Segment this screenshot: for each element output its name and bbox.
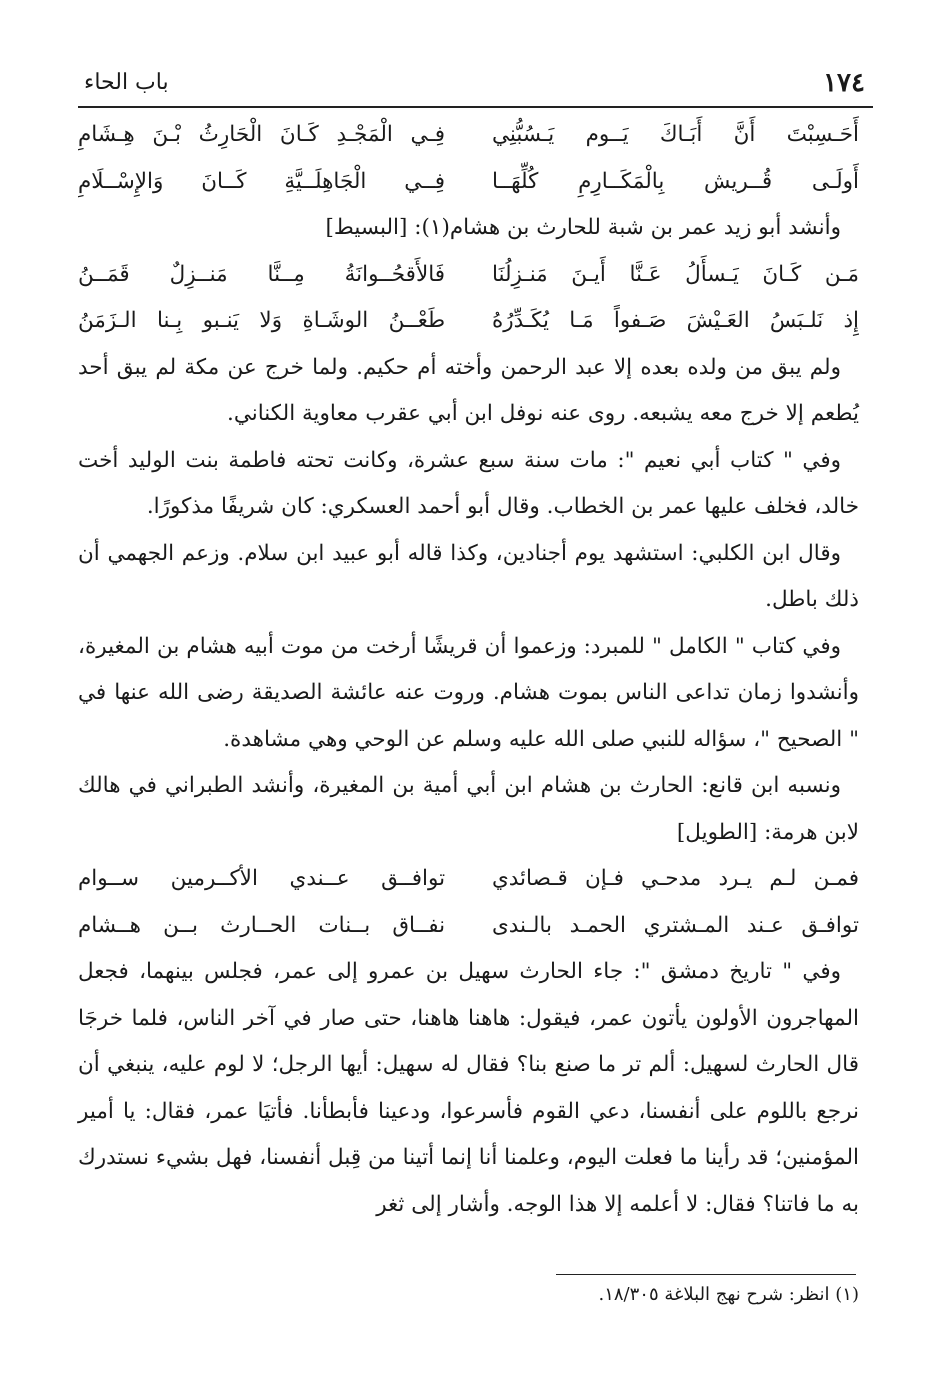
- verse-line: [78, 903, 859, 950]
- verse-line: [78, 856, 859, 903]
- verse-hemistich-left: فِـي الْمَجْـدِ كَـانَ الْحَارِثُ بْـنَ هِـشَامِ: [78, 122, 446, 147]
- verse-hemistich-left: توافــق عــندي الأكــرمين ســوام: [78, 866, 446, 891]
- paragraph: وفي " كتاب أبي نعيم ": مات سنة سبع عشرة، وكانت تحته فاطمة بنت الوليد أخت خالد، فخلف عليها عمر بن الخطاب. وقال أبو أحمد العسكري: كان شريفًا مذكورًا.: [78, 447, 859, 519]
- chapter-title: باب الحاء: [84, 70, 169, 95]
- verse-hemistich-left: طَعْــنُ الوشَـاةِ وَلا يَنـبو بِـنا الـزَمَنُ: [78, 308, 446, 333]
- main-text: [78, 112, 859, 1228]
- verse-hemistich-left: فِــي الْجَاهِلَــيَّةِ كَــانَ وَالإِسْــلَامِ: [78, 168, 446, 194]
- verse-line: [78, 252, 859, 299]
- paragraph: وأنشد أبو زيد عمر بن شبة للحارث بن هشام(١): [البسيط]: [325, 215, 841, 240]
- footnote: (١) انظر: شرح نهج البلاغة ١٨/٣٠٥.: [598, 1284, 859, 1305]
- paragraph: وقال ابن الكلبي: استشهد يوم أجنادين، وكذا قاله أبو عبيد ابن سلام. وزعم الجهمي أن ذلك باطل.: [78, 540, 859, 612]
- verse-hemistich-right: أَولَـى قُــريش بِالْمَكَــارِمِ كُلِّهَــا: [491, 168, 859, 194]
- verse-hemistich-right: إِذ نَلـبَسُ العَـيْشَ صَـفواً مَـا يُكَـدِّرُهُ: [491, 308, 859, 333]
- page-number: ١٧٤: [823, 68, 865, 98]
- verse-line: [78, 159, 859, 206]
- verse-hemistich-right: توافـق عـند المـشتري الحمـد بالـندى: [491, 912, 859, 938]
- running-header: [78, 66, 873, 108]
- paragraph: ولم يبق من ولده بعده إلا عبد الرحمن وأخته أم حكيم. ولما خرج عن مكة لم يبق أحد يُطعم إلا خرج معه يشبعه. روى عنه نوفل ابن أبي عقرب معاوية الكناني.: [78, 354, 859, 426]
- verse-line: [78, 112, 859, 159]
- footnote-separator: [556, 1274, 856, 1275]
- verse-hemistich-right: مَـن كَـانَ يَـسأَلُ عَـنَّا أَيـنَ مَنـزِلُنَا: [491, 261, 859, 287]
- verse-hemistich-right: أَحَـسِبْتَ أَنَّ أَبَـاكَ يَــوم يَـسُبُّنِي: [491, 122, 859, 147]
- paragraph: وفي كتاب " الكامل " للمبرد: وزعموا أن قريشًا أرخت من موت أبيه هشام بن المغيرة، وأنشدوا زمان تداعى الناس بموت هشام. وروت عنه عائشة الصديقة رضى الله عنها في " الصحيح "، سؤاله للنبي صلى الله عليه وسلم عن الوحي وهي مشاهدة.: [78, 633, 859, 752]
- verse-hemistich-right: فمـن لـم يـرد مدحـي فـإن قـصائدي: [491, 866, 859, 891]
- verse-hemistich-left: فَالأَقحُــوانَةُ مِــنَّا مَنــزِلٌ قَمَــنُ: [78, 261, 446, 287]
- verse-hemistich-left: نفــاق بــنات الحــارث بــن هــشام: [78, 912, 446, 938]
- paragraph: ونسبه ابن قانع: الحارث بن هشام ابن أبي أمية بن المغيرة، وأنشد الطبراني في هالك لابن هرمة: [الطويل]: [78, 773, 859, 845]
- paragraph: وفي " تاريخ دمشق ": جاء الحارث سهيل بن عمرو إلى عمر، فجلس بينهما، فجعل المهاجرون الأولون يأتون عمر، فيقول: هاهنا هاهنا، حتى صار في آخر الناس، فلما خرجَا قال الحارث لسهيل: ألم تر ما صنع بنا؟ فقال له سهيل: أيها الرجل؛ لا لوم عليه، ينبغي أن نرجع باللوم على أنفسنا، دعي القوم فأسرعوا، ودعينا فأبطأنا. فأتيَا عمر، فقال: يا أمير المؤمنين؛ قد رأينا ما فعلت اليوم، وعلمنا أنا إنما أتينا من قِبل أنفسنا، فهل بشيء نستدرك به ما فاتنا؟ فقال: لا أعلمه إلا هذا الوجه. وأشار إلى ثغر: [78, 959, 859, 1217]
- verse-line: [78, 298, 859, 345]
